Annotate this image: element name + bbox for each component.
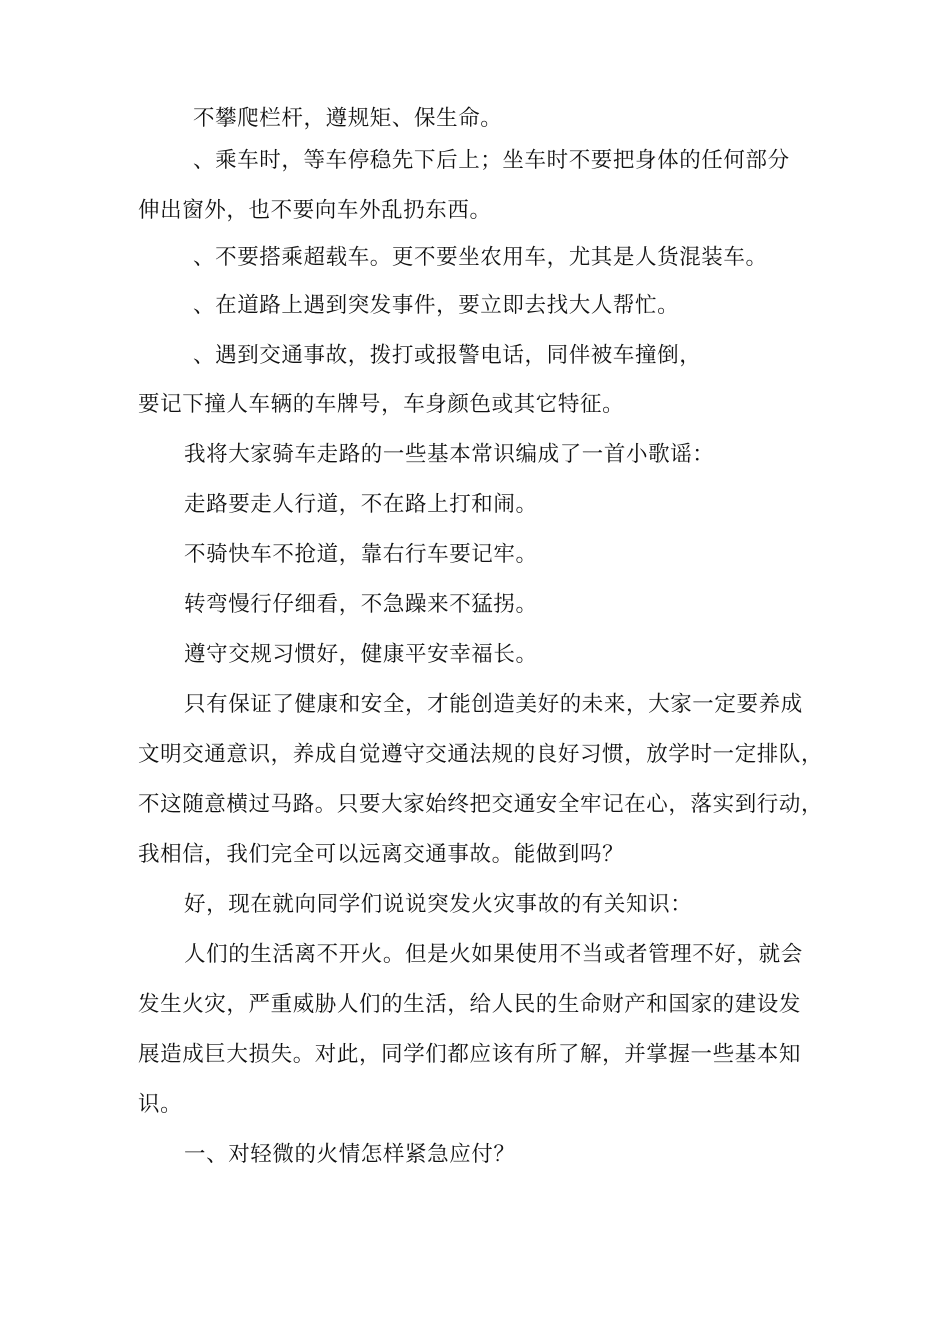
text-line: 走路要走人行道，不在路上打和闹。 bbox=[184, 492, 538, 517]
text-line: 不攀爬栏杆，遵规矩、保生命。 bbox=[193, 106, 503, 131]
text-line: 我相信，我们完全可以远离交通事故。能做到吗？ bbox=[138, 842, 625, 867]
section-heading: 一、对轻微的火情怎样紧急应付？ bbox=[184, 1142, 516, 1167]
text-line: 文明交通意识，养成自觉遵守交通法规的良好习惯，放学时一定排队， bbox=[138, 742, 824, 767]
text-line: 展造成巨大损失。对此，同学们都应该有所了解，并掌握一些基本知 bbox=[138, 1042, 802, 1067]
text-line: 、乘车时，等车停稳先下后上；坐车时不要把身体的任何部分 bbox=[193, 148, 790, 173]
text-line: 转弯慢行仔细看，不急躁来不猛拐。 bbox=[184, 592, 538, 617]
text-line: 不这随意横过马路。只要大家始终把交通安全牢记在心，落实到行动， bbox=[138, 792, 824, 817]
text-line: 不骑快车不抢道，靠右行车要记牢。 bbox=[184, 542, 538, 567]
text-line: 伸出窗外，也不要向车外乱扔东西。 bbox=[138, 198, 492, 223]
text-line: 人们的生活离不开火。但是火如果使用不当或者管理不好，就会 bbox=[184, 942, 803, 967]
text-line: 只有保证了健康和安全，才能创造美好的未来，大家一定要养成 bbox=[184, 692, 803, 717]
text-line: 遵守交规习惯好，健康平安幸福长。 bbox=[184, 642, 538, 667]
text-line: 、不要搭乘超载车。更不要坐农用车，尤其是人货混装车。 bbox=[193, 245, 768, 270]
text-line: 发生火灾，严重威胁人们的生活，给人民的生命财产和国家的建设发 bbox=[138, 992, 802, 1017]
text-line: 要记下撞人车辆的车牌号，车身颜色或其它特征。 bbox=[138, 392, 625, 417]
text-line: 、遇到交通事故，拨打或报警电话，同伴被车撞倒， bbox=[193, 343, 702, 368]
text-line: 识。 bbox=[138, 1092, 183, 1117]
text-line: 好，现在就向同学们说说突发火灾事故的有关知识： bbox=[184, 892, 693, 917]
text-line: 、在道路上遇到突发事件，要立即去找大人帮忙。 bbox=[193, 293, 680, 318]
text-line: 我将大家骑车走路的一些基本常识编成了一首小歌谣： bbox=[184, 442, 715, 467]
